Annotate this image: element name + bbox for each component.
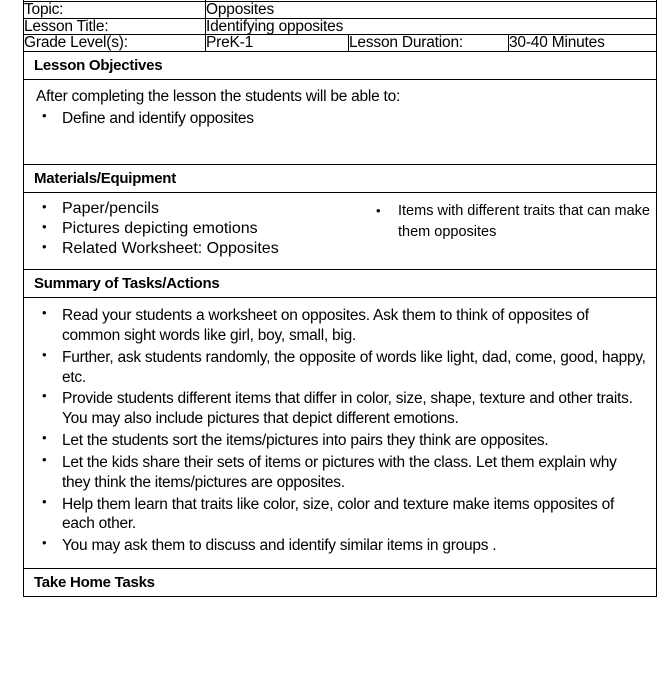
tasks-body — [24, 298, 656, 568]
materials-left-column — [34, 200, 364, 260]
section-body-tasks — [24, 298, 657, 569]
topic-value: Opposites — [206, 2, 657, 19]
list-item: • Provide students different items that differ in color, size, shape, texture and other traits. You may also include pictures that depict different emotions. — [34, 389, 646, 429]
list-item: • Paper/pencils — [34, 200, 364, 218]
tasks-body-cell — [24, 298, 657, 569]
list-item: • Help them learn that traits like color, size, color and texture make items opposites of each other. — [34, 495, 646, 535]
grade-level-label: Grade Level(s): — [24, 35, 206, 52]
list-item: • Let the students sort the items/pictures into pairs they think are opposites. — [34, 431, 646, 451]
objectives-bullet-list — [34, 109, 648, 129]
lesson-plan-document — [23, 0, 656, 597]
list-item: • Read your students a worksheet on opposites. Ask them to think of opposites of common sight words like girl, boy, small, big. — [34, 306, 646, 346]
objectives-intro: After completing the lesson the students will be able to: — [36, 87, 400, 105]
list-item: • Related Worksheet: Opposites — [34, 240, 364, 258]
list-item: • Let the kids share their sets of items or pictures with the class. Let them explain why they think the items/pictures are opposites. — [34, 453, 646, 493]
lesson-plan-table — [23, 0, 657, 597]
tasks-bullet-list — [34, 306, 646, 556]
lesson-duration-label: Lesson Duration: — [349, 35, 509, 52]
list-item: • Items with different traits that can make them opposites — [364, 201, 650, 242]
section-body-objectives — [24, 79, 657, 165]
list-item: • You may ask them to discuss and identify similar items in groups . — [34, 536, 646, 556]
section-body-materials — [24, 193, 657, 270]
table-row-lesson-title — [24, 18, 657, 35]
objectives-heading: Lesson Objectives — [24, 51, 657, 79]
list-item: • Pictures depicting emotions — [34, 220, 364, 238]
section-header-tasks — [24, 270, 657, 298]
materials-body-cell — [24, 193, 657, 270]
list-item: • Further, ask students randomly, the opposite of words like light, dad, come, good, happy, etc. — [34, 348, 646, 388]
grade-level-value: PreK-1 — [206, 35, 349, 52]
objectives-body — [24, 80, 656, 165]
lesson-duration-value: 30-40 Minutes — [509, 35, 657, 52]
list-item: • Define and identify opposites — [34, 109, 648, 129]
section-header-take-home — [24, 569, 657, 597]
objectives-body-cell — [24, 79, 657, 165]
tasks-heading: Summary of Tasks/Actions — [24, 270, 657, 298]
topic-label: Topic: — [24, 2, 206, 19]
materials-two-column — [24, 193, 656, 269]
table-row-grade-duration — [24, 35, 657, 52]
lesson-title-label: Lesson Title: — [24, 18, 206, 35]
lesson-title-value: Identifying opposites — [206, 18, 657, 35]
take-home-heading: Take Home Tasks — [24, 569, 657, 597]
table-row-topic — [24, 2, 657, 19]
materials-right-list — [364, 201, 650, 242]
materials-left-list — [34, 200, 364, 258]
section-header-objectives — [24, 51, 657, 79]
section-header-materials — [24, 165, 657, 193]
materials-right-column — [364, 200, 650, 244]
materials-heading: Materials/Equipment — [24, 165, 657, 193]
